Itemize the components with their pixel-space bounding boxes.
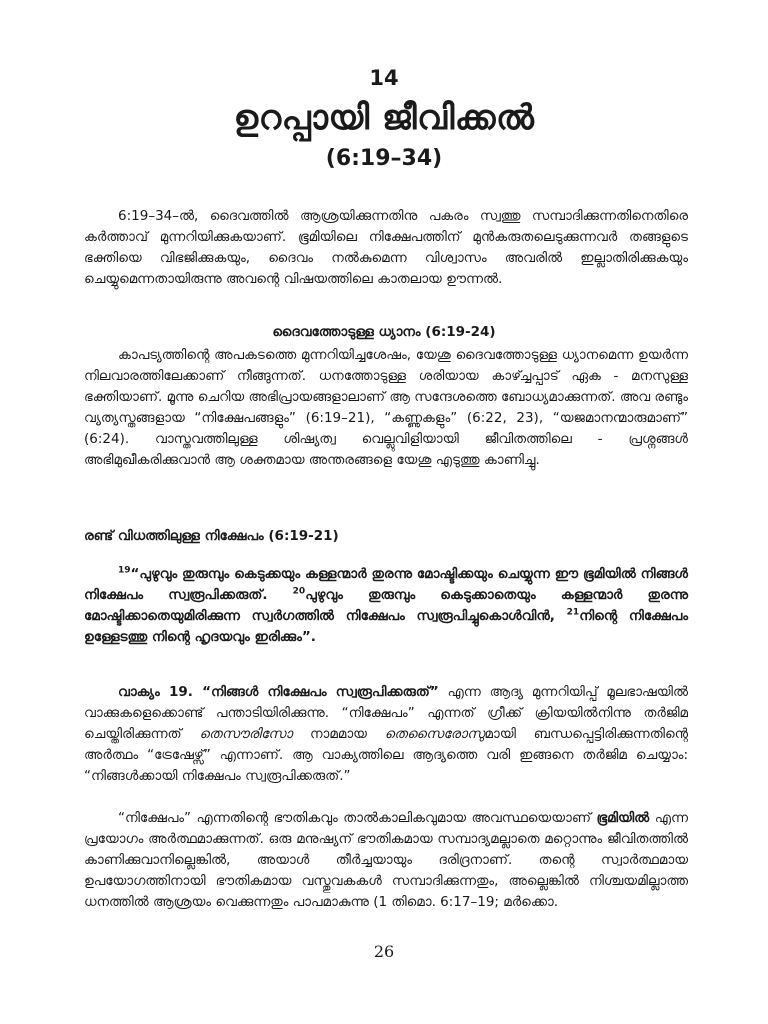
verse-number-19: 19 [118,565,131,576]
para2-text-a: “നിക്ഷേപം” എന്നതിന്റെ ഭൗതികവും താൽകാലികവുമായ അവസ്ഥയെയാണ് [118,810,597,826]
verse19-commentary [84,682,688,787]
section-heading-meditation: ദൈവത്തോടുള്ള ധ്യാനം (6:19-24) [272,324,496,340]
chapter-reference: (6:19–34) [325,146,443,171]
para2-bold-word: ഭൂമിയിൽ [596,810,650,826]
greek-term-noun: തെസൈരോസു [384,726,485,742]
chapter-title: ഉറപ്പായി ജീവിക്കൽ [233,98,535,138]
intro-paragraph: 6:19–34–ൽ, ദൈവത്തിൽ ആശ്രയിക്കുന്നതിനു പകരം സ്വത്തു സമ്പാദിക്കുന്നതിനെതിരെ കർത്താവ് മുന്നറിയിക്കുകയാണ്. ഭൂമിയിലെ നിക്ഷേപത്തിന് മുൻകരുതലെടുക്കുന്നവർ തങ്ങളുടെ ഭക്തിയെ വിഭജിക്കുകയും, ദൈവം നൽകുമെന്ന വിശ്വാസം അവരിൽ ഇല്ലാതിരിക്കുകയും ചെയ്യുമെന്നതായിരുന്നു അവന്റെ വിഷയത്തിലെ കാതലായ ഊന്നൽ. [84,208,688,287]
verse19-text-c: മായി ബന്ധപ്പെട്ടിരിക്കുന്നതിന്റെ അർത്ഥം “ട്രേഷേഴ്സ്” എന്നാണ്. ആ വാക്യത്തിലെ ആദ്യത്തെ വരി ഇങ്ങനെ തർജിമ ചെയ്യാം: “നിങ്ങൾക്കായി നിക്ഷേപം സ്വരൂപിക്കരുത്.” [84,726,689,784]
verse-text-19: “പുഴുവും തുരുമ്പും കെടുക്കയും കള്ളന്മാർ തുരന്നു മോഷ്ടിക്കയും ചെയ്യുന്ന ഈ ഭൂമിയിൽ നിങ്ങൾ നിക്ഷേപം സ്വരൂപിക്കരുത്. [84,566,688,603]
chapter-number: 14 [369,66,399,90]
verse-text-21: നിന്റെ നിക്ഷേപം ഉള്ളേടത്തു നിന്റെ ഹൃദയവും ഇരിക്കും”. [84,608,688,645]
scripture-quote [84,564,688,648]
para2-text-b: എന്ന പ്രയോഗം അർത്ഥമാക്കുന്നത്. ഒരു മനുഷ്യന് ഭൗതികമായ സമ്പാദ്യമല്ലാതെ മറ്റൊന്നും ജീവിതത്തിൽ കാണിക്കുവാനില്ലെങ്കിൽ, അയാൾ തീർച്ചയായും ദരിദ്രനാണ്. തന്റെ സ്വാർത്ഥമായ ഉപയോഗത്തിനായി ഭൗതികമായ വസ്തുവകകൾ സമ്പാദിക്കുന്നതും, അല്ലെങ്കിൽ നിശ്ചയമില്ലാത്ത ധനത്തിൽ ആശ്രയം വെക്കുന്നതും പാപമാകുന്നു (1 തിമൊ. 6:17–19; മർക്കൊ. [84,810,688,910]
verse19-text-b: നാമമായ [292,726,385,742]
verse-text-20: പുഴുവും തുരുമ്പും കെടുക്കാതെയും കള്ളന്മാർ തുരന്നു മോഷ്ടിക്കാതെയുമിരിക്കുന്ന സ്വർഗത്തിൽ നിക്ഷേപം സ്വരൂപിച്ചുകൊൾവിൻ, [84,587,689,624]
page-number: 26 [373,942,395,961]
verse-number-21: 21 [566,607,580,618]
earthly-treasure-paragraph [84,808,688,913]
verse19-lead: വാക്യം 19. “നിങ്ങൾ നിക്ഷേപം സ്വരൂപിക്കരുത്” [118,684,439,700]
section1-paragraph: കാപട്യത്തിന്റെ അപകടത്തെ മുന്നറിയിച്ചശേഷം, യേശു ദൈവത്തോടുള്ള ധ്യാനമെന്ന ഉയർന്ന നിലവാരത്തിലേക്കാണ് നീങ്ങുന്നത്. ധനത്തോടുള്ള ശരിയായ കാഴ്ച്ചപ്പാട് ഏക - മനസുള്ള ഭക്തിയാണ്. മൂന്നു ചെറിയ അഭിപ്രായങ്ങളാലാണ് ആ സന്ദേശത്തെ ബോധ്യമാക്കുന്നത്. അവ രണ്ടും വ്യത്യസ്തങ്ങളായ “നിക്ഷേപങ്ങളും” (6:19–21), “കണ്ണുകളും” (6:22, 23), “യജമാനന്മാരുമാണ്” (6:24). വാസ്തവത്തിലുള്ള ശിഷ്യത്വ വെല്ലുവിളിയായി ജീവിതത്തിലെ - പ്രശ്നങ്ങൾ അഭിമുഖീകരിക്കുവാൻ ആ ശക്തമായ അന്തരങ്ങളെ യേശു എടുത്തു കാണിച്ചു. [84,347,688,468]
verse-number-20: 20 [292,586,306,597]
verse19-text-a: എന്ന ആദ്യ മുന്നറിയിപ്പ് മൂലഭാഷയിൽ വാക്കുകളെക്കൊണ്ട് പന്താടിയിരിക്കുന്നു. “നിക്ഷേപം” എന്നത് ഗ്രീക്ക് ക്രിയയിൽനിന്നു തർജിമ ചെയ്തിരിക്കുന്നത് [84,684,688,742]
section-heading-two-treasures: രണ്ട് വിധത്തിലുള്ള നിക്ഷേപം (6:19-21) [84,528,339,544]
greek-term-verb: തെസൗരിസോ [199,726,293,742]
